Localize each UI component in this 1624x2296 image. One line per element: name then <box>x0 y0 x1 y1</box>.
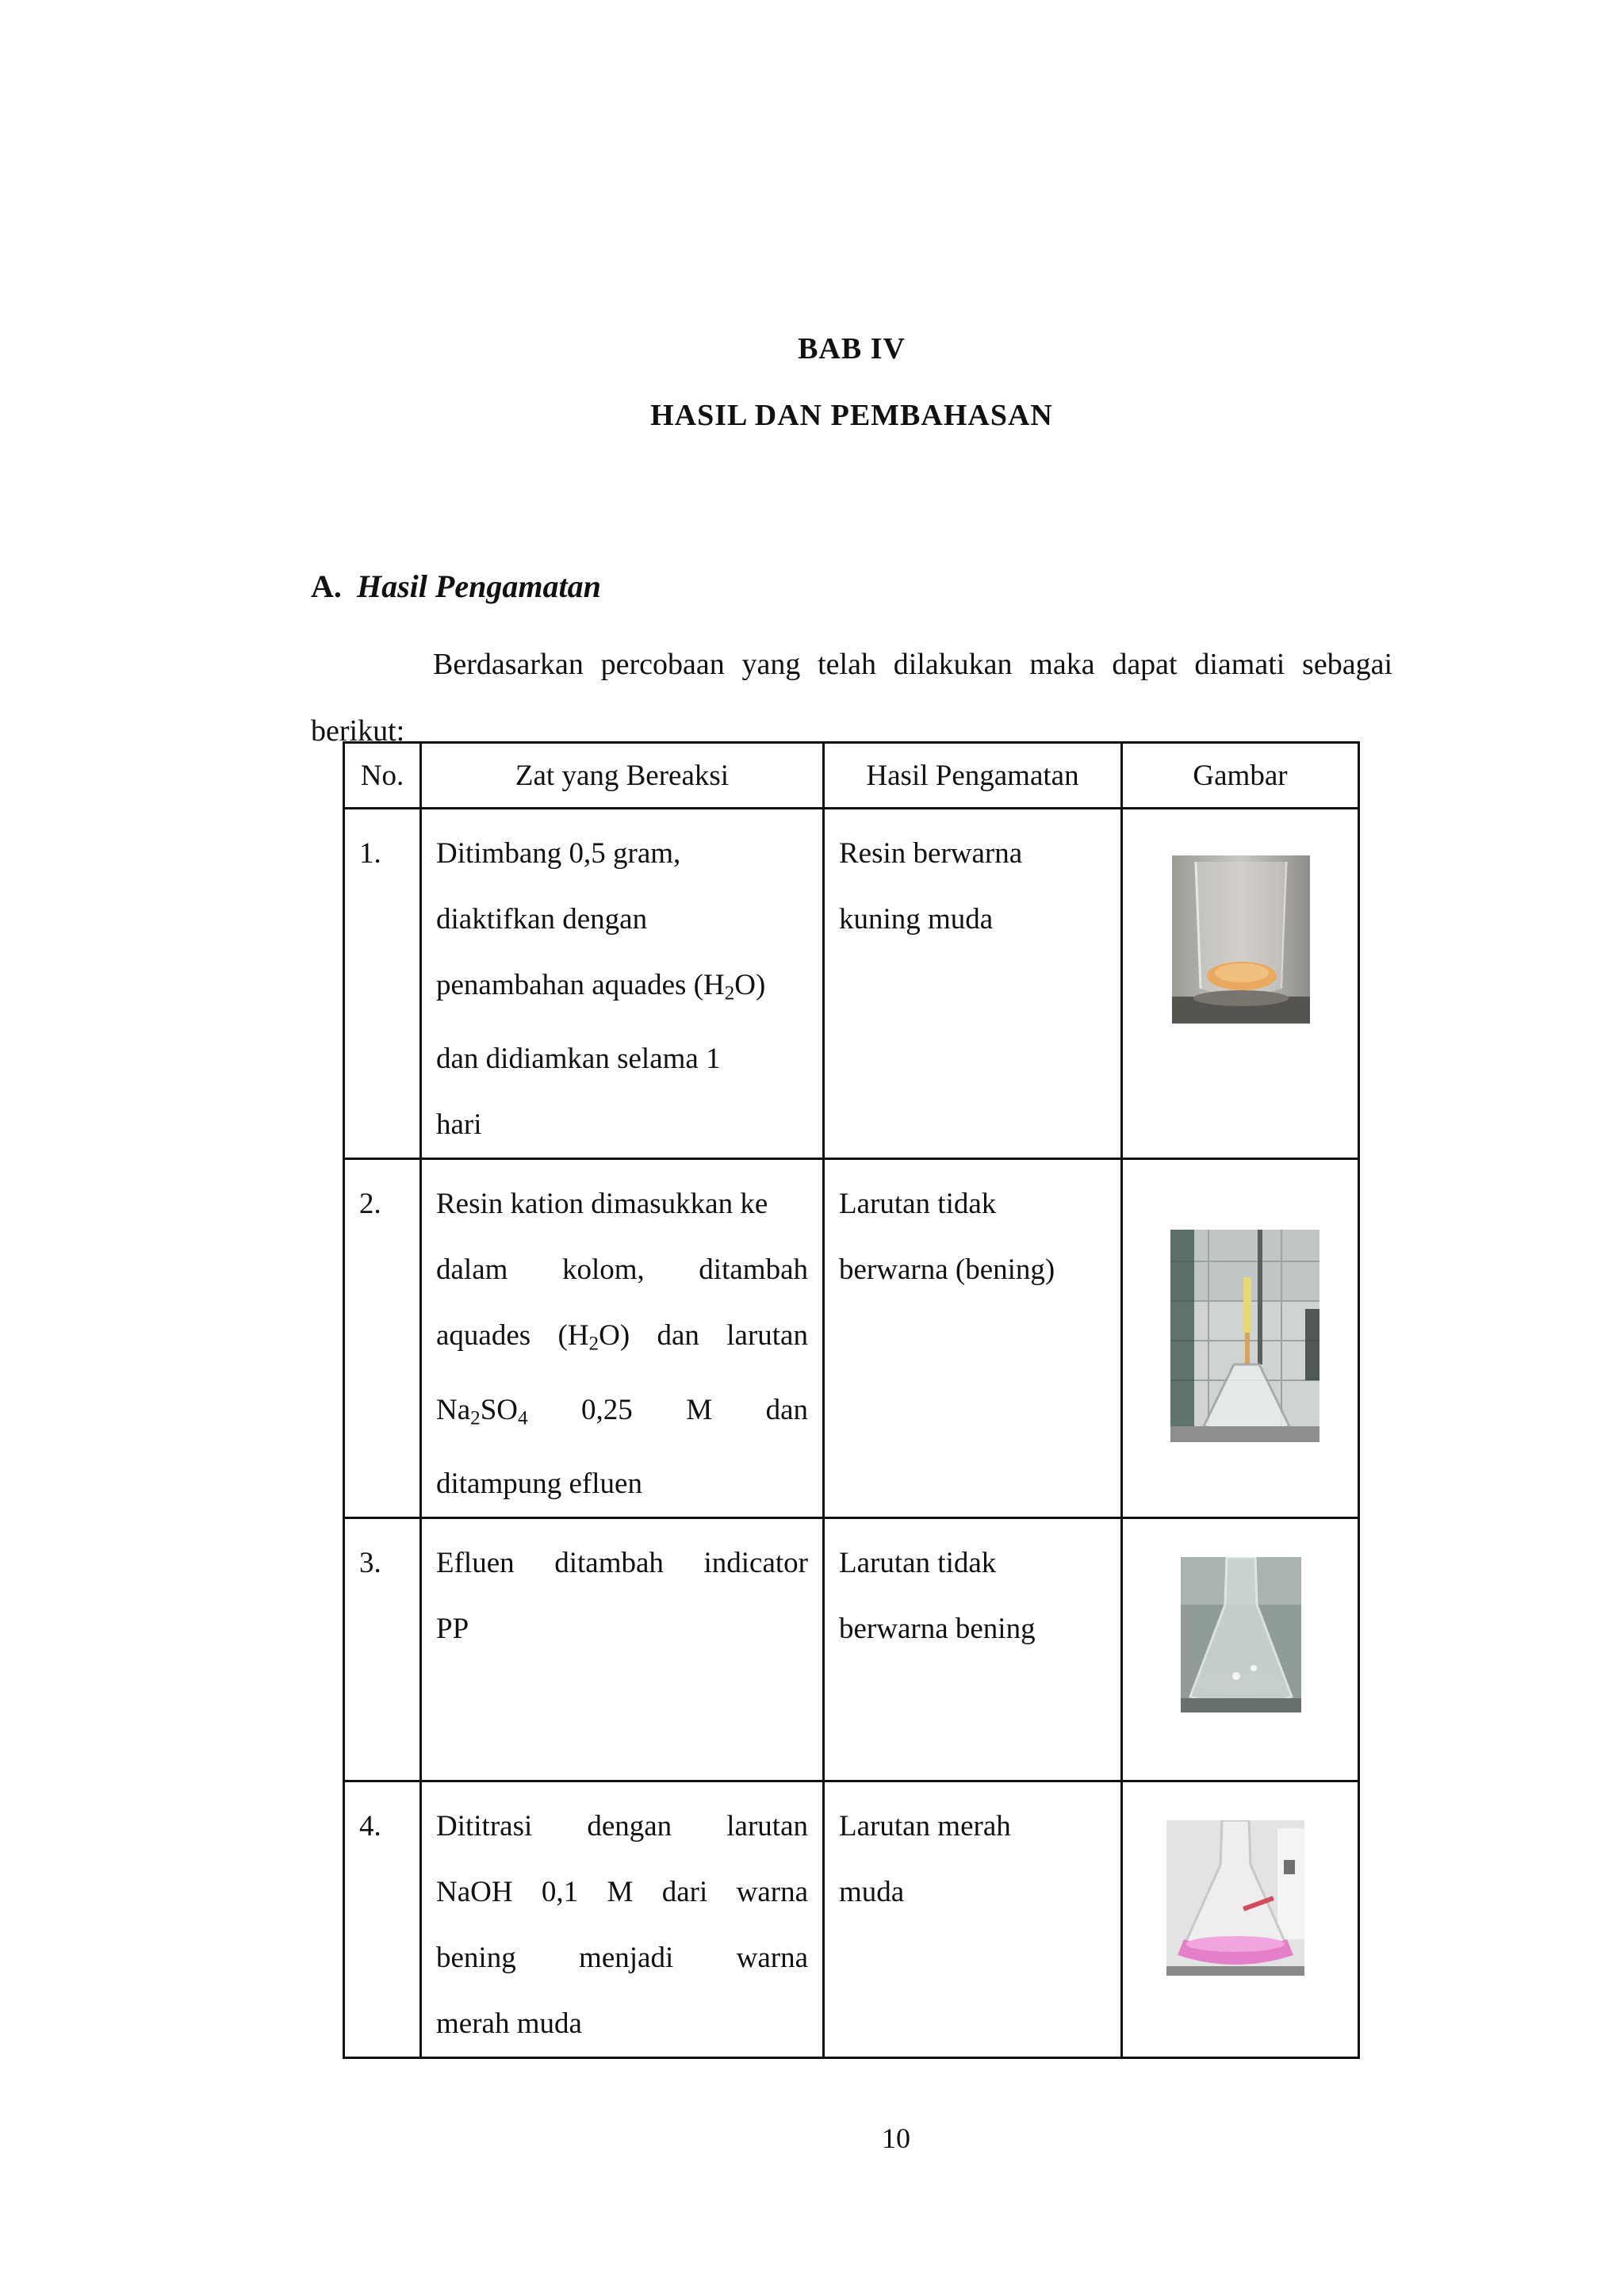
image-cell <box>1122 1159 1359 1518</box>
reactant-line: hari <box>436 1108 482 1142</box>
intro-paragraph: Berdasarkan percobaan yang telah dilakukan maka dapat diamati sebagai berikut: <box>311 648 1392 748</box>
header-zat: Zat yang Bereaksi <box>421 743 824 809</box>
beaker-resin-photo-icon <box>1172 855 1310 1024</box>
section-letter: A. <box>311 568 342 604</box>
reactant-line: Resin kation dimasukkan ke <box>436 1188 768 1221</box>
clear-flask-photo-icon <box>1181 1557 1301 1712</box>
row-number: 4. <box>344 1781 421 2057</box>
row-number: 3. <box>344 1517 421 1781</box>
observation-line: berwarna (bening) <box>839 1253 1055 1287</box>
observation-table <box>343 741 1360 2059</box>
observation-line: berwarna bening <box>839 1612 1036 1645</box>
reactant-line: Efluen ditambah indicator <box>436 1546 808 1579</box>
reactant-line: diaktifkan dengan <box>436 903 648 936</box>
reactant-line: Dititrasi dengan larutan <box>436 1809 808 1843</box>
reactant-line: penambahan aquades $(H_2O)$ <box>436 969 766 1004</box>
observation-line: Larutan tidak <box>839 1188 997 1221</box>
reactant-line: ditampung efluen <box>436 1467 642 1500</box>
image-cell <box>1122 1517 1359 1781</box>
reactant-line: bening menjadi warna <box>436 1941 808 1974</box>
reactant-cell <box>421 1517 824 1781</box>
image-cell <box>1122 1781 1359 2057</box>
reactant-line: NaOH 0,1 M dari warna <box>436 1875 808 1908</box>
chapter-title: HASIL DAN PEMBAHASAN <box>650 399 1053 432</box>
page-number: 10 <box>882 2122 910 2154</box>
observation-line: muda <box>839 1875 905 1908</box>
table-row <box>344 1781 1359 2057</box>
pink-flask-photo-icon <box>1166 1820 1304 1976</box>
table-row <box>344 809 1359 1159</box>
header-gambar: Gambar <box>1122 743 1359 809</box>
observation-cell <box>824 809 1122 1159</box>
table-row <box>344 1159 1359 1518</box>
reactant-line: aquades $(H_2O)$ dan larutan <box>436 1319 808 1355</box>
chapter-number: BAB IV <box>798 332 906 365</box>
table-header-row <box>344 743 1359 809</box>
table-row <box>344 1517 1359 1781</box>
reactant-line: PP <box>436 1612 469 1645</box>
section-heading <box>311 568 601 605</box>
reactant-line: dan didiamkan selama 1 <box>436 1043 721 1076</box>
observation-cell <box>824 1517 1122 1781</box>
column-flask-photo-icon <box>1170 1230 1320 1442</box>
reactant-line: merah muda <box>436 2007 582 2040</box>
observation-cell <box>824 1781 1122 2057</box>
reactant-cell <box>421 1781 824 2057</box>
header-no: No. <box>344 743 421 809</box>
reactant-line: dalam kolom, ditambah <box>436 1253 808 1287</box>
observation-line: Resin berwarna <box>839 837 1023 870</box>
observation-cell <box>824 1159 1122 1518</box>
row-number: 1. <box>344 809 421 1159</box>
observation-line: Larutan merah <box>839 1809 1011 1843</box>
image-cell <box>1122 809 1359 1159</box>
row-number: 2. <box>344 1159 421 1518</box>
section-title: Hasil Pengamatan <box>357 568 601 604</box>
observation-line: kuning muda <box>839 903 994 936</box>
header-hasil: Hasil Pengamatan <box>824 743 1122 809</box>
observation-line: Larutan tidak <box>839 1546 997 1579</box>
reactant-line: Ditimbang 0,5 gram, <box>436 837 681 870</box>
reactant-cell <box>421 1159 824 1518</box>
reactant-cell <box>421 809 824 1159</box>
reactant-line: $Na_2SO_4$ 0,25 M dan <box>436 1393 808 1429</box>
